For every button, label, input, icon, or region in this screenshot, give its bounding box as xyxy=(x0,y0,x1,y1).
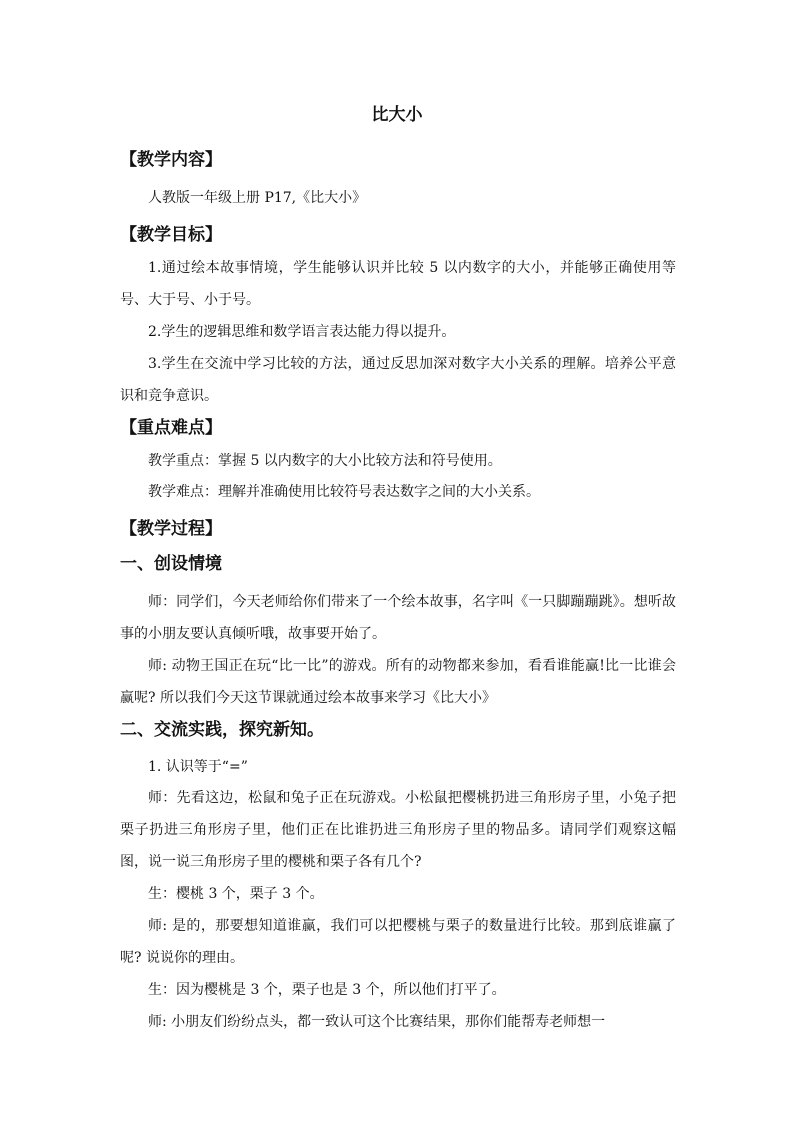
teaching-difficulty: 教学难点：理解并准确使用比较符号表达数字之间的大小关系。 xyxy=(148,484,540,500)
teaching-content-text: 人教版一年级上册 P17,《比大小》 xyxy=(148,190,367,206)
dialogue-paragraph: 师: 小朋友们纷纷点头，都一致认可这个比赛结果，那你们能帮寿老师想一 xyxy=(148,1014,606,1030)
goal-item: 2.学生的逻辑思维和数学语言表达能力得以提升。 xyxy=(148,324,456,340)
dialogue-paragraph: 生：因为樱桃是 3 个，栗子也是 3 个，所以他们打平了。 xyxy=(148,982,506,998)
dialogue-paragraph: 师: 动物王国正在玩“比一比”的游戏。所有的动物都来参加，看看谁能赢!比一比谁会赢呢? 所以我们今天这节课就通过绘本故事来学习《比大小》 xyxy=(120,658,676,706)
dialogue-paragraph: 生：樱桃 3 个，栗子 3 个。 xyxy=(148,886,324,902)
heading-teaching-content: 【教学内容】 xyxy=(120,150,222,170)
dialogue-paragraph: 师: 是的，那要想知道谁赢，我们可以把樱桃与栗子的数量进行比较。那到底谁赢了呢? 说说你的理由。 xyxy=(120,918,676,966)
heading-key-points: 【重点难点】 xyxy=(120,418,222,438)
dialogue-paragraph: 师：先看这边，松鼠和兔子正在玩游戏。小松鼠把樱桃扔进三角形房子里，小兔子把栗子扔进三角形房子里，他们正在比谁扔进三角形房子里的物品多。请同学们观察这幅图，说一说三角形房子里的樱桃和栗子各有几个? xyxy=(120,790,676,870)
heading-teaching-goals: 【教学目标】 xyxy=(120,225,222,245)
teaching-focus: 教学重点：掌握 5 以内数字的大小比较方法和符号使用。 xyxy=(148,453,502,469)
goal-item: 3.学生在交流中学习比较的方法，通过反思加深对数字大小关系的理解。培养公平意识和竞争意识。 xyxy=(120,356,676,404)
heading-part2-practice: 二、交流实践，探究新知。 xyxy=(120,720,324,740)
heading-part1-scenario: 一、创设情境 xyxy=(120,554,222,574)
goal-item: 1.通过绘本故事情境，学生能够认识并比较 5 以内数字的大小，并能够正确使用等号、大于号、小于号。 xyxy=(120,260,676,308)
subheading-equal-sign: 1. 认识等于“=” xyxy=(148,759,248,775)
document-title: 比大小 xyxy=(371,105,423,125)
dialogue-paragraph: 师：同学们，今天老师给你们带来了一个绘本故事，名字叫《一只脚蹦蹦跳》。想听故事的小朋友要认真倾听哦，故事要开始了。 xyxy=(120,594,676,642)
heading-teaching-process: 【教学过程】 xyxy=(120,519,222,539)
